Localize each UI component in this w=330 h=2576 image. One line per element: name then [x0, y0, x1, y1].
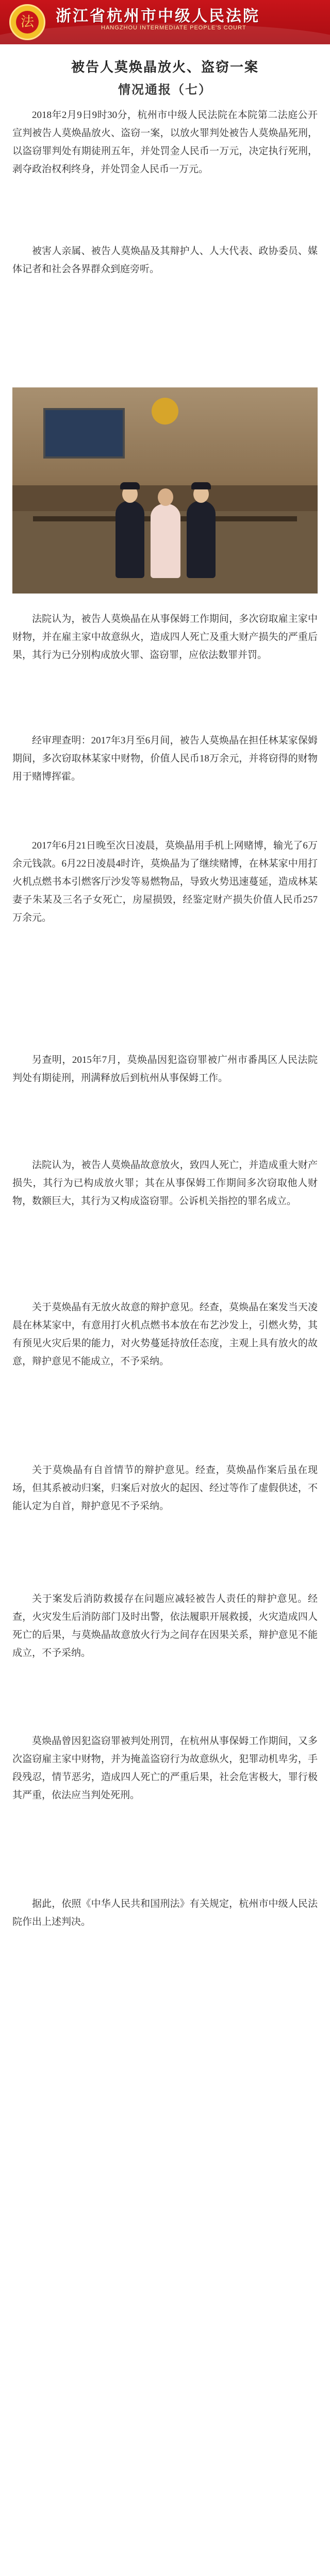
bailiff-left-cap — [120, 482, 140, 489]
emblem-char: 法 — [16, 11, 39, 33]
defendant-head — [158, 488, 173, 506]
bailiff-right-cap — [191, 482, 211, 489]
paragraph-7: 法院认为，被告人莫焕晶故意放火，致四人死亡，并造成重大财产损失，其行为已构成放火罪；其在从事保姆工作期间多次窃取他人财物，数额巨大，其行为又构成盗窃罪。公诉机关指控的罪名成立。 — [12, 1160, 318, 1207]
paragraph-5: 2017年6月21日晚至次日凌晨，莫焕晶用手机上网赌博，输光了6万余元钱款。6月22日凌晨4时许，莫焕晶为了继续赌博，在林某家中用打火机点燃书本引燃客厅沙发等易燃物品，导致火势迅速蔓延，造成林某妻子朱某及三名子女死亡，房屋损毁，经鉴定财产损失价值人民币257万余元。 — [12, 840, 318, 923]
article-subtitle: 情况通报（七） — [118, 83, 212, 97]
paragraph-11: 莫焕晶曾因犯盗窃罪被判处刑罚，在杭州从事保姆工作期间，又多次盗窃雇主家中财物，并为掩盖盗窃行为故意纵火，犯罪动机卑劣，手段残忍，情节恶劣，造成四人死亡的严重后果，社会危害极大，罪行极其严重，依法应当判处死刑。 — [12, 1736, 318, 1801]
article-title: 被告人莫焕晶放火、盗窃一案 — [71, 60, 259, 75]
paragraph-4: 经审理查明：2017年3月至6月间，被告人莫焕晶在担任林某家保姆期间，多次窃取林某家中财物，价值人民币18万余元，并将窃得的财物用于赌博挥霍。 — [12, 735, 318, 782]
courtroom-photo — [12, 387, 318, 594]
court-name-en: HANGZHOU INTERMEDIATE PEOPLE'S COURT — [101, 25, 246, 31]
photo-screen — [43, 408, 125, 459]
paragraph-6: 另查明，2015年7月，莫焕晶因犯盗窃罪被广州市番禺区人民法院判处有期徒刑，刑满释放后到杭州从事保姆工作。 — [12, 1055, 318, 1083]
paragraph-8: 关于莫焕晶有无放火故意的辩护意见。经查，莫焕晶在案发当天凌晨在林某家中，有意用打火机点燃书本放在布艺沙发上，引燃火势，其有预见火灾后果的能力，对火势蔓延持放任态度，主观上具有放火的故意，辩护意见不能成立，不予采纳。 — [12, 1302, 318, 1367]
court-emblem-icon — [9, 4, 45, 40]
paragraph-2: 被害人亲属、被告人莫焕晶及其辩护人、人大代表、政协委员、媒体记者和社会各界群众到庭旁听。 — [12, 246, 318, 275]
paragraph-3: 法院认为，被告人莫焕晶在从事保姆工作期间，多次窃取雇主家中财物，并在雇主家中故意纵火，造成四人死亡及重大财产损失的严重后果，其行为已分别构成放火罪、盗窃罪，应依法数罪并罚。 — [12, 614, 318, 660]
court-name: 浙江省杭州市中级人民法院 — [56, 7, 260, 25]
bailiff-left — [116, 501, 144, 578]
paragraph-1: 2018年2月9日9时30分，杭州市中级人民法院在本院第二法庭公开宣判被告人莫焕晶放火、盗窃一案，以放火罪判处被告人莫焕晶死刑，以盗窃罪判处有期徒刑五年，并处罚金人民币一万元，决定执行死刑，剥夺政治权利终身，并处罚金人民币一万元。 — [12, 110, 318, 175]
photo-emblem-icon — [152, 398, 178, 425]
paragraph-10: 关于案发后消防救援存在问题应减轻被告人责任的辩护意见。经查，火灾发生后消防部门及时出警，依法履职开展救援，火灾造成四人死亡的后果，与莫焕晶故意放火行为之间存在因果关系，辩护意见不能成立，不予采纳。 — [12, 1594, 318, 1658]
bailiff-right — [187, 501, 216, 578]
paragraph-12: 据此，依照《中华人民共和国刑法》有关规定，杭州市中级人民法院作出上述判决。 — [12, 1899, 318, 1927]
defendant — [151, 504, 180, 578]
header-banner — [0, 0, 330, 44]
paragraph-9: 关于莫焕晶有自首情节的辩护意见。经查，莫焕晶作案后虽在现场，但其系被动归案，归案后对放火的起因、经过等作了虚假供述，不能认定为自首，辩护意见不予采纳。 — [12, 1465, 318, 1512]
